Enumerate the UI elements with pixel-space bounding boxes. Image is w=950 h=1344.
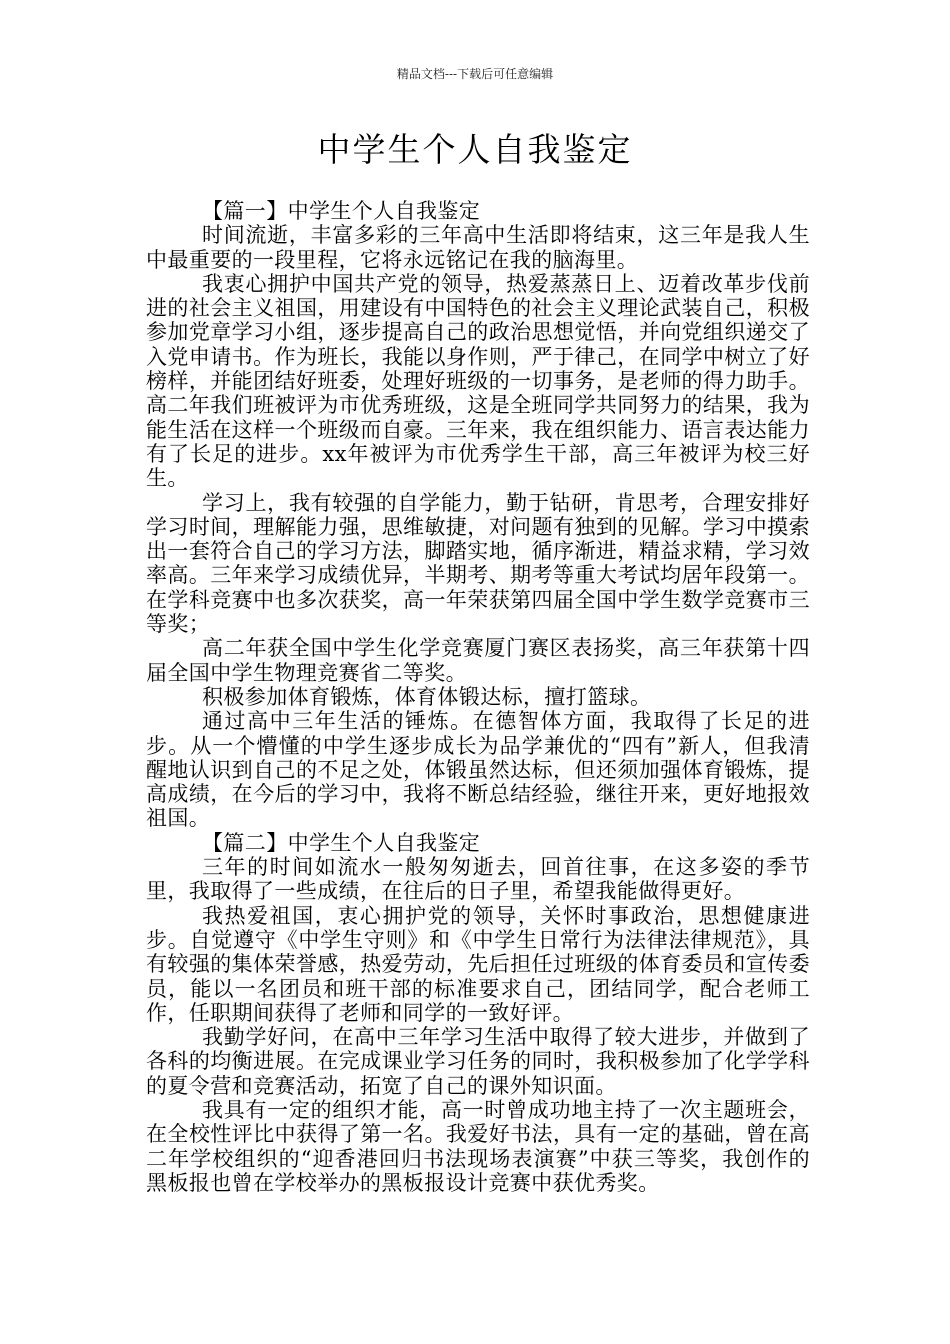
paragraph: 通过高中三年生活的锤炼。在德智体方面，我取得了长足的进步。从一个懵懂的中学生逐步成长为品学兼优的“四有”新人，但我清醒地认识到自己的不足之处，体锻虽然达标，但还须加强体育锻炼，提高成绩，在今后的学习中，我将不断总结经验，继往开来，更好地报效祖国。 xyxy=(146,709,810,831)
section-heading-1: 【篇一】中学生个人自我鉴定 xyxy=(202,199,481,223)
paragraph: 高二年获全国中学生化学竞赛厦门赛区表扬奖，高三年获第十四届全国中学生物理竞赛省二等奖。 xyxy=(146,636,810,685)
document-body xyxy=(146,199,810,1195)
paragraph: 时间流逝，丰富多彩的三年高中生活即将结束，这三年是我人生中最重要的一段里程，它将永远铭记在我的脑海里。 xyxy=(146,223,810,272)
document-title: 中学生个人自我鉴定 xyxy=(317,130,633,169)
paragraph: 我衷心拥护中国共产党的领导，热爱蒸蒸日上、迈着改革步伐前进的社会主义祖国，用建设有中国特色的社会主义理论武装自己，积极参加党章学习小组，逐步提高自己的政治思想觉悟，并向党组织递交了入党申请书。作为班长，我能以身作则，严于律己，在同学中树立了好榜样，并能团结好班委，处理好班级的一切事务，是老师的得力助手。高二年我们班被评为市优秀班级，这是全班同学共同努力的结果，我为能生活在这样一个班级而自豪。三年来，我在组织能力、语言表达能力有了长足的进步。xx年被评为市优秀学生干部，高三年被评为校三好生。 xyxy=(146,271,810,491)
paragraph: 我热爱祖国，衷心拥护党的领导，关怀时事政治，思想健康进步。自觉遵守《中学生守则》和《中学生日常行为法律法律规范》，具有较强的集体荣誉感，热爱劳动，先后担任过班级的体育委员和宣传委员，能以一名团员和班干部的标准要求自己，团结同学，配合老师工作，任职期间获得了老师和同学的一致好评。 xyxy=(146,903,810,1025)
paragraph: 学习上，我有较强的自学能力，勤于钻研，肯思考，合理安排好学习时间，理解能力强，思维敏捷，对问题有独到的见解。学习中摸索出一套符合自己的学习方法，脚踏实地，循序渐进，精益求精，学习效率高。三年来学习成绩优异，半期考、期考等重大考试均居年段第一。在学科竞赛中也多次获奖，高一年荣获第四届全国中学生数学竞赛市三等奖； xyxy=(146,490,810,637)
paragraph: 我勤学好问，在高中三年学习生活中取得了较大进步，并做到了各科的均衡进展。在完成课业学习任务的同时，我积极参加了化学学科的夏令营和竞赛活动，拓宽了自己的课外知识面。 xyxy=(146,1025,810,1098)
header-note: 精品文档---下载后可任意编辑 xyxy=(396,67,554,81)
paragraph: 我具有一定的组织才能，高一时曾成功地主持了一次主题班会，在全校性评比中获得了第一名。我爱好书法，具有一定的基础，曾在高二年学校组织的“迎香港回归书法现场表演赛”中获三等奖，我创作的黑板报也曾在学校举办的黑板报设计竞赛中获优秀奖。 xyxy=(146,1097,810,1195)
paragraph: 积极参加体育锻炼，体育体锻达标，擅打篮球。 xyxy=(202,684,652,709)
section-heading-2: 【篇二】中学生个人自我鉴定 xyxy=(202,830,481,855)
paragraph: 三年的时间如流水一般匆匆逝去，回首往事，在这多姿的季节里，我取得了一些成绩，在往后的日子里，希望我能做得更好。 xyxy=(146,855,810,904)
